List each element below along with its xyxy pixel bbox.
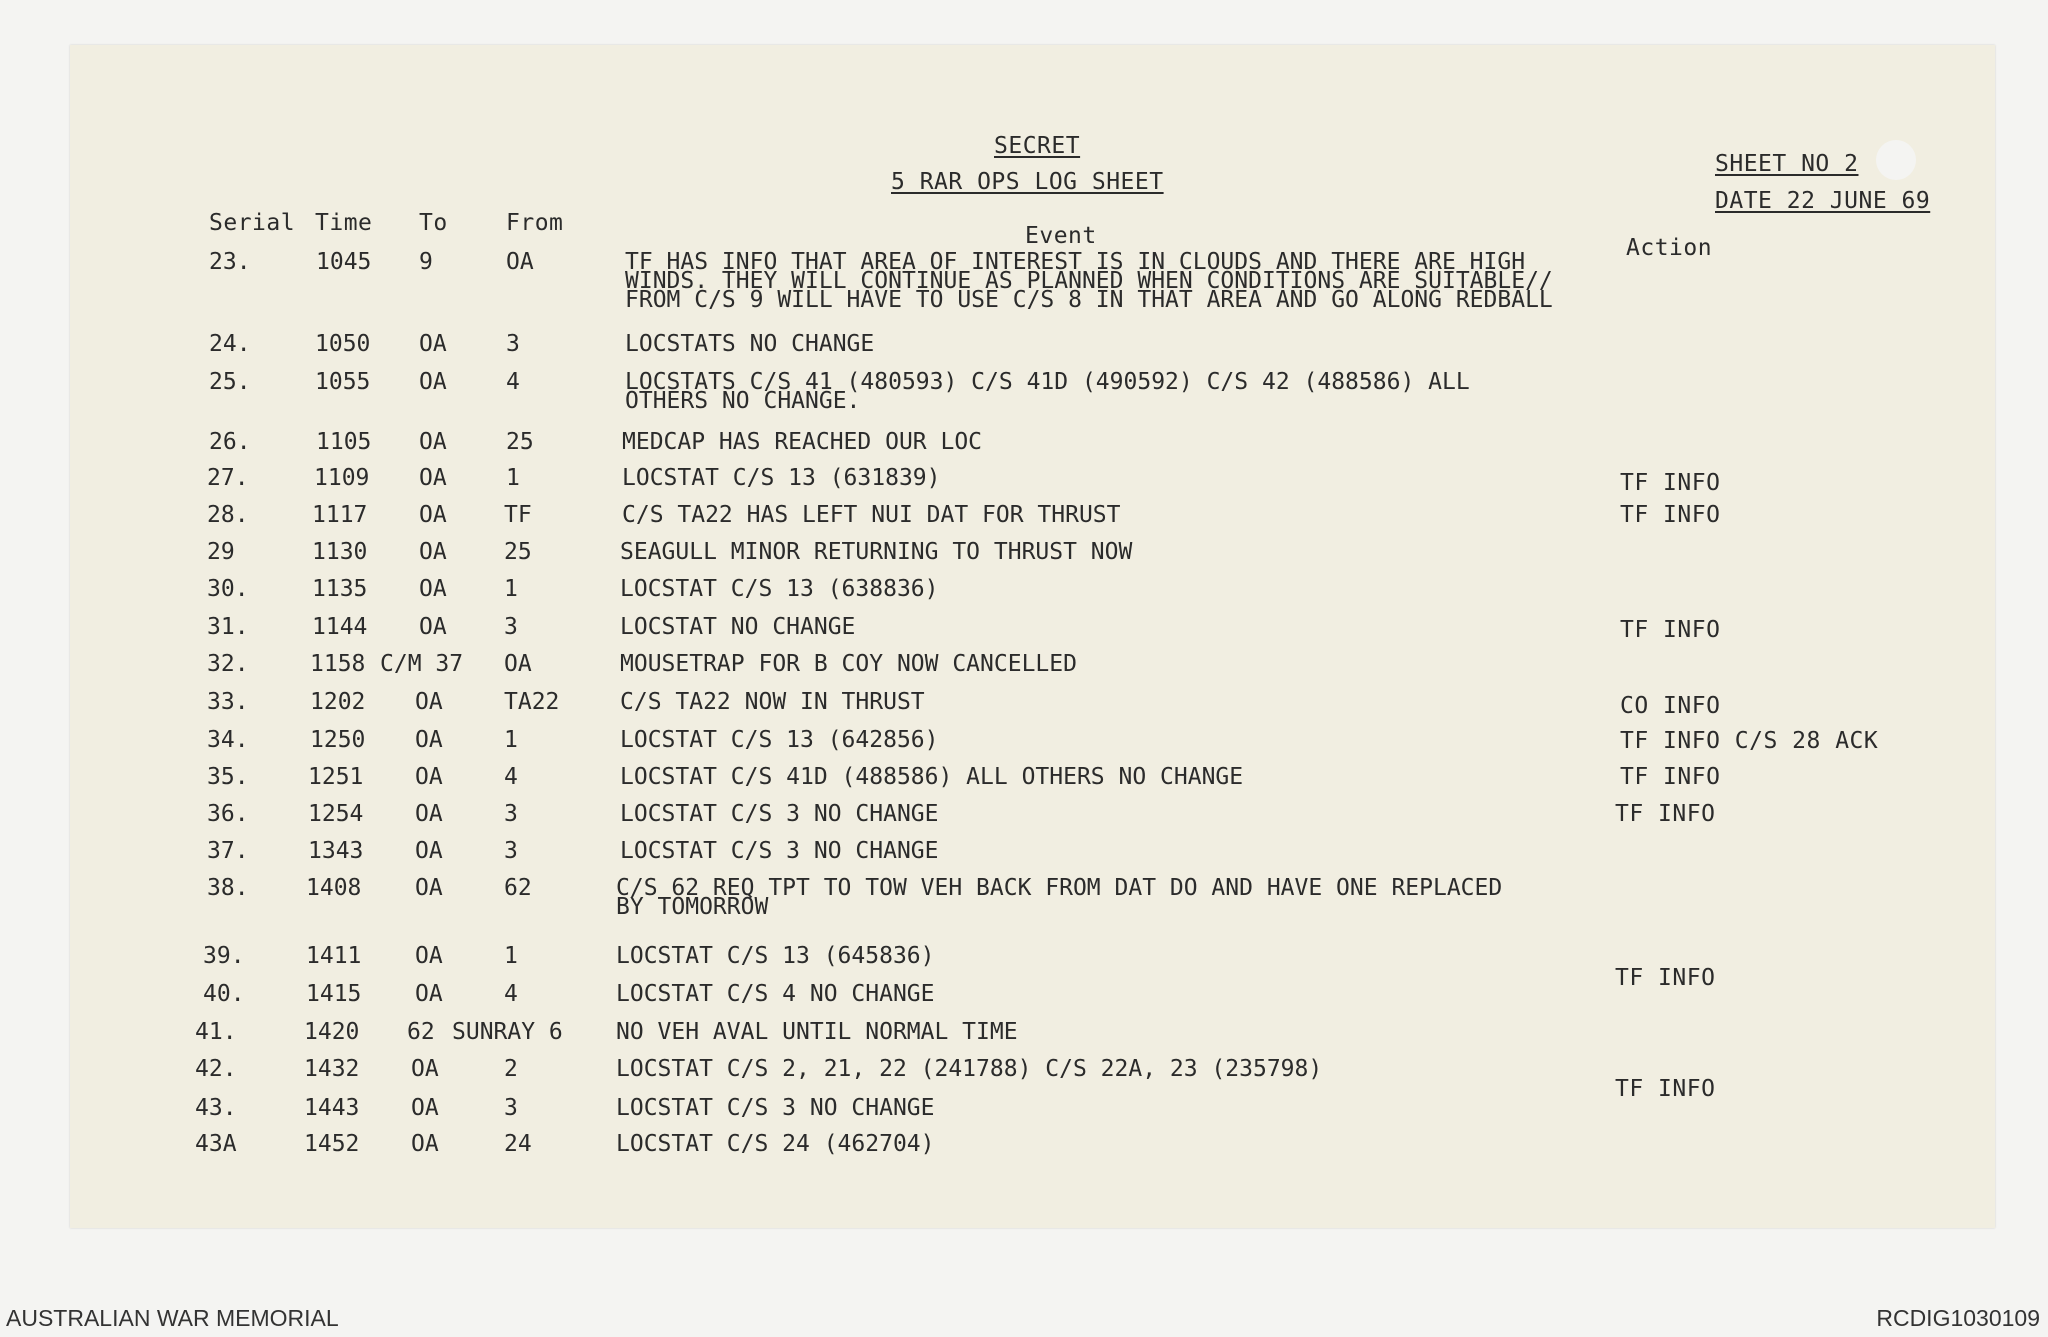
log-row	[70, 369, 1995, 414]
col-header-event: Event	[1025, 223, 1097, 249]
log-event: LOCSTAT C/S 3 NO CHANGE	[620, 801, 939, 827]
log-time: 1443	[304, 1095, 360, 1121]
log-row	[70, 539, 1995, 565]
log-serial: 25.	[209, 369, 251, 395]
log-event: LOCSTAT C/S 13 (645836)	[616, 943, 935, 969]
log-time: 1050	[315, 331, 371, 357]
sheet-date: DATE 22 JUNE 69	[1715, 188, 1931, 214]
archive-source: AUSTRALIAN WAR MEMORIAL	[6, 1305, 339, 1331]
log-time: 1135	[312, 576, 368, 602]
log-event: LOCSTAT C/S 13 (642856)	[620, 727, 939, 753]
log-to: OA	[415, 875, 443, 901]
log-serial: 41.	[195, 1019, 237, 1045]
log-action: CO INFO	[1620, 693, 1721, 719]
log-from: 1	[504, 727, 518, 753]
log-to: OA	[419, 502, 447, 528]
log-time: 1202	[310, 689, 366, 715]
log-action: TF INFO	[1620, 617, 1721, 643]
punch-hole	[1876, 140, 1916, 180]
log-row	[70, 331, 1995, 357]
log-event: NO VEH AVAL UNTIL NORMAL TIME	[616, 1019, 1018, 1045]
log-time: 1045	[316, 249, 372, 275]
log-from: 3	[504, 1095, 518, 1121]
log-event: LOCSTATS NO CHANGE	[625, 331, 875, 357]
log-event: C/S 62 REQ TPT TO TOW VEH BACK FROM DAT DO AND HAVE ONE REPLACED BY TOMORROW	[616, 875, 1503, 920]
log-to: 62	[407, 1019, 435, 1045]
col-header-from: From	[506, 210, 564, 236]
log-serial: 26.	[209, 429, 251, 455]
log-from: 1	[506, 465, 520, 491]
log-serial: 32.	[207, 651, 249, 677]
log-time: 1250	[310, 727, 366, 753]
log-event: LOCSTAT C/S 2, 21, 22 (241788) C/S 22A, 23 (235798)	[616, 1056, 1323, 1082]
log-from: 62	[504, 875, 532, 901]
log-row	[70, 1019, 1995, 1045]
log-serial: 27.	[207, 465, 249, 491]
log-event: LOCSTAT NO CHANGE	[620, 614, 856, 640]
log-time: 1144	[312, 614, 368, 640]
log-action: TF INFO	[1615, 801, 1716, 827]
log-from: TA22	[504, 689, 560, 715]
log-event: LOCSTAT C/S 41D (488586) ALL OTHERS NO CHANGE	[620, 764, 1244, 790]
log-to: OA	[419, 369, 447, 395]
log-time: 1432	[304, 1056, 360, 1082]
log-to: OA	[415, 689, 443, 715]
log-event: LOCSTAT C/S 24 (462704)	[616, 1131, 935, 1157]
log-to: OA	[419, 429, 447, 455]
log-row	[70, 1056, 1995, 1082]
log-to: OA	[411, 1056, 439, 1082]
log-row	[70, 1131, 1995, 1157]
log-event: LOCSTAT C/S 3 NO CHANGE	[620, 838, 939, 864]
log-to: 9	[419, 249, 433, 275]
log-event: C/S TA22 NOW IN THRUST	[620, 689, 925, 715]
log-event: TF HAS INFO THAT AREA OF INTEREST IS IN CLOUDS AND THERE ARE HIGH WINDS. THEY WILL CONTINUE AS PLANNED WHEN CONDITIONS ARE SUITABLE// FROM C/S 9 WILL HAVE TO USE C/S 8 IN THAT AREA AND GO ALONG REDBALL	[625, 249, 1553, 313]
log-from: 4	[504, 981, 518, 1007]
col-header-time: Time	[315, 210, 373, 236]
log-serial: 39.	[203, 943, 245, 969]
log-time: 1055	[315, 369, 371, 395]
log-serial: 28.	[207, 502, 249, 528]
log-event: SEAGULL MINOR RETURNING TO THRUST NOW	[620, 539, 1133, 565]
log-serial: 24.	[209, 331, 251, 357]
log-event: LOCSTATS C/S 41 (480593) C/S 41D (490592) C/S 42 (488586) ALL OTHERS NO CHANGE.	[625, 369, 1470, 414]
log-time: 1130	[312, 539, 368, 565]
log-time: 1254	[308, 801, 364, 827]
log-to: OA	[415, 801, 443, 827]
log-from: 3	[506, 331, 520, 357]
log-from: 4	[506, 369, 520, 395]
log-time: 1109	[314, 465, 370, 491]
log-to: OA	[419, 331, 447, 357]
log-from: TF	[504, 502, 532, 528]
log-to: OA	[411, 1131, 439, 1157]
log-event: LOCSTAT C/S 4 NO CHANGE	[616, 981, 935, 1007]
log-action: TF INFO	[1620, 470, 1721, 496]
log-from: SUNRAY 6	[452, 1019, 563, 1045]
log-time: 1411	[306, 943, 362, 969]
log-serial: 31.	[207, 614, 249, 640]
log-serial: 43.	[195, 1095, 237, 1121]
log-row	[70, 875, 1995, 920]
log-sheet-page	[70, 45, 1995, 1228]
log-to: OA	[419, 576, 447, 602]
log-from: 3	[504, 801, 518, 827]
log-from: 4	[504, 764, 518, 790]
log-to: OA	[415, 764, 443, 790]
log-serial: 35.	[207, 764, 249, 790]
log-row	[70, 838, 1995, 864]
log-event: MEDCAP HAS REACHED OUR LOC	[622, 429, 983, 455]
log-serial: 34.	[207, 727, 249, 753]
log-to: OA	[419, 614, 447, 640]
log-to: OA	[415, 727, 443, 753]
log-time: 1408	[306, 875, 362, 901]
classification-heading: SECRET	[994, 133, 1081, 159]
log-from: 2	[504, 1056, 518, 1082]
log-title: 5 RAR OPS LOG SHEET	[891, 169, 1164, 195]
log-time: 1158	[310, 651, 366, 677]
log-serial: 40.	[203, 981, 245, 1007]
log-serial: 43A	[195, 1131, 237, 1157]
log-to: OA	[415, 943, 443, 969]
log-event: C/S TA22 HAS LEFT NUI DAT FOR THRUST	[622, 502, 1121, 528]
log-from: 24	[504, 1131, 532, 1157]
log-to: OA	[415, 981, 443, 1007]
log-time: 1117	[312, 502, 368, 528]
log-from: 3	[504, 614, 518, 640]
log-to: OA	[419, 465, 447, 491]
log-time: 1452	[304, 1131, 360, 1157]
log-event: LOCSTAT C/S 13 (638836)	[620, 576, 939, 602]
log-from: 1	[504, 576, 518, 602]
sheet-number: SHEET NO 2	[1715, 151, 1859, 177]
log-serial: 23.	[209, 249, 251, 275]
log-serial: 38.	[207, 875, 249, 901]
col-header-serial: Serial	[209, 210, 296, 236]
log-serial: 33.	[207, 689, 249, 715]
log-row	[70, 429, 1995, 455]
log-serial: 37.	[207, 838, 249, 864]
log-serial: 29	[207, 539, 235, 565]
col-header-action: Action	[1626, 235, 1713, 261]
log-action: TF INFO	[1615, 1076, 1716, 1102]
log-from: 3	[504, 838, 518, 864]
log-action: TF INFO C/S 28 ACK	[1620, 728, 1879, 754]
log-from: 25	[506, 429, 534, 455]
log-serial: 36.	[207, 801, 249, 827]
log-from: 25	[504, 539, 532, 565]
log-from: 1	[504, 943, 518, 969]
log-time: 1105	[316, 429, 372, 455]
log-event: LOCSTAT C/S 13 (631839)	[622, 465, 941, 491]
log-row	[70, 249, 1995, 313]
log-from: OA	[506, 249, 534, 275]
log-row	[70, 651, 1995, 677]
log-event: LOCSTAT C/S 3 NO CHANGE	[616, 1095, 935, 1121]
log-to: OA	[411, 1095, 439, 1121]
log-action: TF INFO	[1615, 965, 1716, 991]
log-time: 1251	[308, 764, 364, 790]
log-to: C/M 37	[380, 651, 464, 677]
log-from: OA	[504, 651, 532, 677]
log-time: 1343	[308, 838, 364, 864]
log-event: MOUSETRAP FOR B COY NOW CANCELLED	[620, 651, 1077, 677]
log-row	[70, 943, 1995, 969]
archive-reference: RCDIG1030109	[1876, 1305, 2040, 1331]
col-header-to: To	[419, 210, 448, 236]
log-action: TF INFO	[1620, 764, 1721, 790]
log-time: 1415	[306, 981, 362, 1007]
log-time: 1420	[304, 1019, 360, 1045]
log-action: TF INFO	[1620, 502, 1721, 528]
log-serial: 42.	[195, 1056, 237, 1082]
log-to: OA	[415, 838, 443, 864]
log-serial: 30.	[207, 576, 249, 602]
log-row	[70, 576, 1995, 602]
log-to: OA	[419, 539, 447, 565]
